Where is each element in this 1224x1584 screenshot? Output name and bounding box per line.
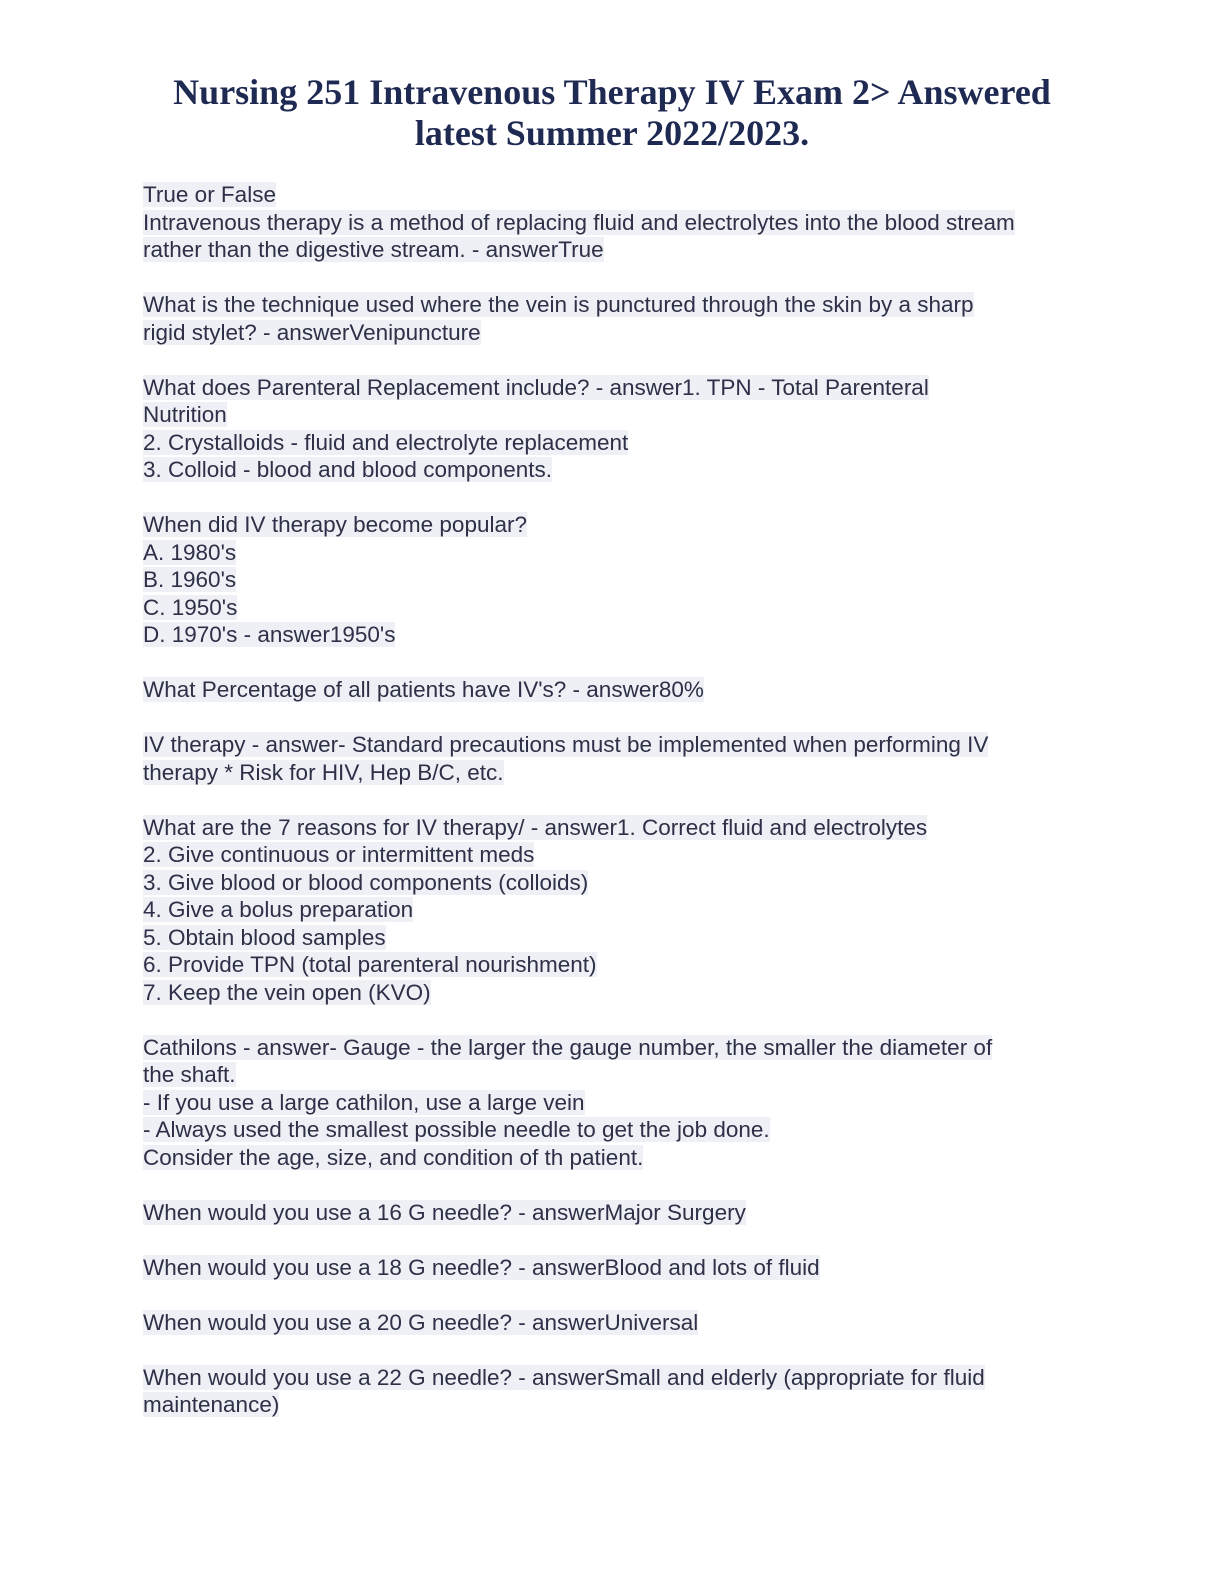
qa-line: Cathilons - answer- Gauge - the larger the gauge number, the smaller the diameter of	[143, 1034, 993, 1060]
qa-line: 5. Obtain blood samples	[143, 924, 386, 950]
qa-line: Intravenous therapy is a method of replacing fluid and electrolytes into the blood stream	[143, 209, 1015, 235]
qa-line: therapy * Risk for HIV, Hep B/C, etc.	[143, 759, 504, 785]
qa-block	[143, 1309, 1083, 1337]
qa-block	[143, 814, 1083, 1007]
qa-line: Nutrition	[143, 402, 227, 427]
qa-line: - If you use a large cathilon, use a large vein	[143, 1089, 585, 1115]
qa-list	[143, 181, 1083, 1446]
qa-line: 6. Provide TPN (total parenteral nourishment)	[143, 952, 597, 977]
title-line-2: latest Summer 2022/2023.	[414, 113, 810, 153]
qa-line: What Percentage of all patients have IV's? - answer80%	[143, 677, 704, 702]
qa-line: 3. Give blood or blood components (colloids)	[143, 869, 589, 895]
qa-line: rigid stylet? - answerVenipuncture	[143, 319, 481, 345]
qa-block	[143, 291, 1083, 346]
qa-line: IV therapy - answer- Standard precautions must be implemented when performing IV	[143, 732, 989, 757]
qa-block	[143, 511, 1083, 649]
qa-line: maintenance)	[143, 1392, 280, 1417]
qa-block	[143, 1199, 1083, 1227]
qa-block	[143, 731, 1083, 786]
qa-line: 3. Colloid - blood and blood components.	[143, 457, 553, 482]
qa-line: True or False	[143, 182, 276, 207]
qa-line: B. 1960's	[143, 567, 237, 592]
qa-line: - Always used the smallest possible needle to get the job done.	[143, 1117, 770, 1142]
qa-block	[143, 1364, 1083, 1419]
qa-line: Consider the age, size, and condition of th patient.	[143, 1144, 644, 1170]
qa-line: What does Parenteral Replacement include? - answer1. TPN - Total Parenteral	[143, 374, 929, 400]
qa-line: What are the 7 reasons for IV therapy/ - answer1. Correct fluid and electrolytes	[143, 814, 928, 840]
title-line-1: Nursing 251 Intravenous Therapy IV Exam 2> Answered	[173, 72, 1051, 112]
qa-line: A. 1980's	[143, 539, 237, 565]
qa-block	[143, 676, 1083, 704]
qa-line: C. 1950's	[143, 594, 238, 620]
qa-line: 2. Give continuous or intermittent meds	[143, 842, 535, 867]
qa-block	[143, 1034, 1083, 1172]
qa-line: the shaft.	[143, 1062, 236, 1087]
qa-line: What is the technique used where the vein is punctured through the skin by a sharp	[143, 292, 974, 317]
qa-line: 7. Keep the vein open (KVO)	[143, 979, 431, 1005]
page-title	[100, 72, 1124, 154]
qa-block	[143, 374, 1083, 484]
qa-line: When would you use a 20 G needle? - answerUniversal	[143, 1309, 699, 1335]
qa-block	[143, 1254, 1083, 1282]
qa-block	[143, 181, 1083, 264]
qa-line: When would you use a 16 G needle? - answerMajor Surgery	[143, 1199, 746, 1225]
qa-line: When did IV therapy become popular?	[143, 512, 527, 537]
qa-line: 4. Give a bolus preparation	[143, 897, 414, 922]
qa-line: When would you use a 18 G needle? - answerBlood and lots of fluid	[143, 1254, 820, 1280]
qa-line: When would you use a 22 G needle? - answerSmall and elderly (appropriate for fluid	[143, 1364, 985, 1390]
qa-line: D. 1970's - answer1950's	[143, 622, 396, 647]
qa-line: rather than the digestive stream. - answerTrue	[143, 237, 604, 262]
qa-line: 2. Crystalloids - fluid and electrolyte replacement	[143, 429, 629, 455]
